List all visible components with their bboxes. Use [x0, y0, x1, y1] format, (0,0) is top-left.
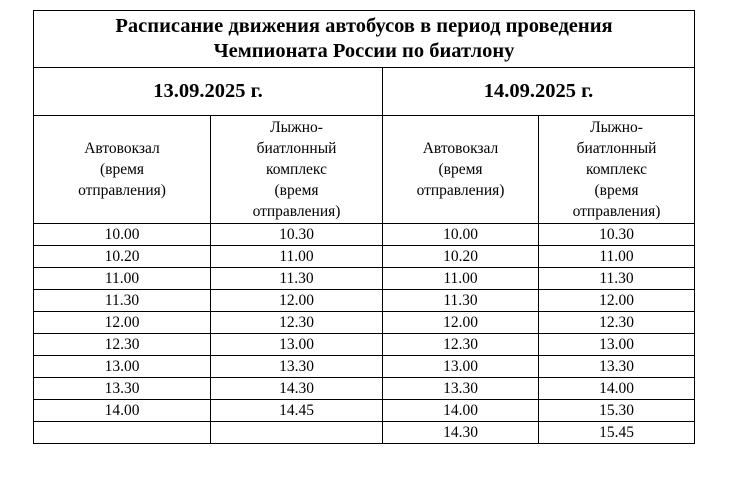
departure-ski-complex-day-2: 14.00: [539, 378, 695, 400]
departure-ski-complex-day-1: 12.30: [211, 312, 383, 334]
header-line: биатлонный: [256, 140, 337, 157]
table-row: [34, 246, 695, 268]
departure-ski-complex-day-2: 15.30: [539, 400, 695, 422]
column-header-row: [34, 116, 695, 224]
departure-ski-complex-day-2: 15.45: [539, 422, 695, 444]
departure-ski-complex-day-2: 11.30: [539, 268, 695, 290]
header-ski-complex-day-2: [539, 116, 695, 224]
departure-ski-complex-day-2: 10.30: [539, 224, 695, 246]
departure-ski-complex-day-2: 13.00: [539, 334, 695, 356]
header-line: (время: [99, 161, 145, 178]
header-line: отправления): [416, 182, 505, 199]
header-line: (время: [438, 161, 483, 178]
departure-bus-station-day-1: 11.30: [34, 290, 211, 312]
departure-ski-complex-day-2: 13.30: [539, 356, 695, 378]
departure-bus-station-day-2: 10.20: [383, 246, 539, 268]
table-row: [34, 268, 695, 290]
departure-bus-station-day-1: 13.30: [34, 378, 211, 400]
departure-ski-complex-day-2: 12.00: [539, 290, 695, 312]
header-line: биатлонный: [576, 140, 657, 157]
header-ski-complex-day-1: [211, 116, 383, 224]
header-line: Лыжно-: [270, 119, 323, 136]
table-row: [34, 400, 695, 422]
departure-ski-complex-day-1: 13.30: [211, 356, 383, 378]
departure-bus-station-day-2: 13.30: [383, 378, 539, 400]
title-line-1: Расписание движения автобусов в период проведения: [115, 15, 613, 37]
date-day-1: 13.09.2025 г.: [34, 68, 383, 116]
title-line-2: Чемпионата России по биатлону: [213, 40, 515, 62]
table-row: [34, 378, 695, 400]
table-row: [34, 312, 695, 334]
header-bus-station-day-2: [383, 116, 539, 224]
bus-schedule-table: [33, 10, 695, 444]
departure-bus-station-day-1: 12.30: [34, 334, 211, 356]
departure-bus-station-day-2: 14.30: [383, 422, 539, 444]
departure-bus-station-day-1: 12.00: [34, 312, 211, 334]
departure-bus-station-day-1: 11.00: [34, 268, 211, 290]
departure-bus-station-day-2: 14.00: [383, 400, 539, 422]
header-line: отправления): [252, 203, 341, 220]
table-row: [34, 356, 695, 378]
departure-ski-complex-day-1: 11.00: [211, 246, 383, 268]
header-line: Автовокзал: [422, 140, 499, 157]
table-title: [34, 11, 695, 68]
departure-bus-station-day-2: 12.00: [383, 312, 539, 334]
departure-ski-complex-day-1: 11.30: [211, 268, 383, 290]
departure-bus-station-day-1: 14.00: [34, 400, 211, 422]
header-line: (время: [594, 182, 639, 199]
header-line: Автовокзал: [84, 140, 160, 157]
table-row: [34, 334, 695, 356]
departure-ski-complex-day-1: 10.30: [211, 224, 383, 246]
header-line: отправления): [78, 182, 166, 199]
departure-ski-complex-day-1: [211, 422, 383, 444]
departure-bus-station-day-1: 10.00: [34, 224, 211, 246]
departure-ski-complex-day-1: 12.00: [211, 290, 383, 312]
header-line: отправления): [572, 203, 661, 220]
departure-bus-station-day-1: [34, 422, 211, 444]
departure-ski-complex-day-1: 14.45: [211, 400, 383, 422]
header-bus-station-day-1: [34, 116, 211, 224]
departure-bus-station-day-1: 10.20: [34, 246, 211, 268]
header-line: (время: [274, 182, 319, 199]
departure-bus-station-day-2: 11.00: [383, 268, 539, 290]
date-row: [34, 68, 695, 116]
header-line: комплекс: [266, 161, 327, 178]
departure-bus-station-day-2: 10.00: [383, 224, 539, 246]
header-line: Лыжно-: [590, 119, 643, 136]
header-line: комплекс: [586, 161, 647, 178]
departure-ski-complex-day-2: 12.30: [539, 312, 695, 334]
title-row: [34, 11, 695, 68]
departure-bus-station-day-2: 13.00: [383, 356, 539, 378]
table-row: [34, 224, 695, 246]
departure-bus-station-day-2: 11.30: [383, 290, 539, 312]
departure-ski-complex-day-1: 14.30: [211, 378, 383, 400]
departure-ski-complex-day-2: 11.00: [539, 246, 695, 268]
departure-bus-station-day-2: 12.30: [383, 334, 539, 356]
departure-bus-station-day-1: 13.00: [34, 356, 211, 378]
date-day-2: 14.09.2025 г.: [383, 68, 695, 116]
table-row: [34, 422, 695, 444]
departure-ski-complex-day-1: 13.00: [211, 334, 383, 356]
table-row: [34, 290, 695, 312]
